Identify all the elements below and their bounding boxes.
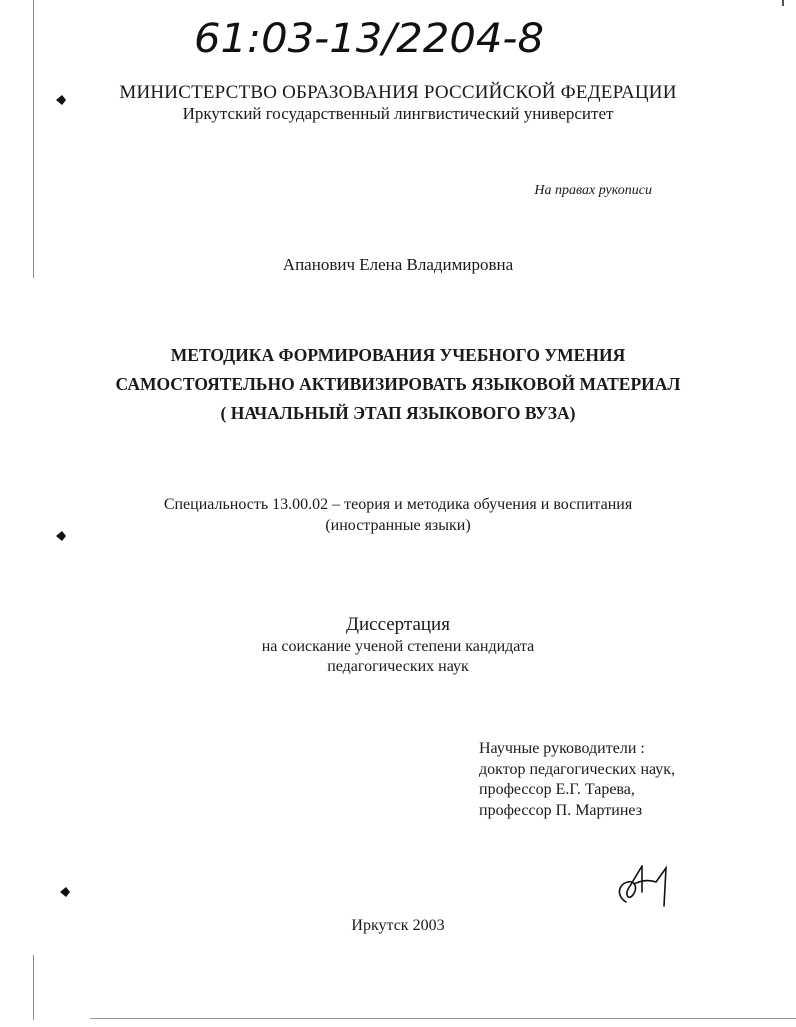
specialty-line: Специальность 13.00.02 – теория и методика обучения и воспитания bbox=[163, 496, 633, 513]
degree-description bbox=[0, 637, 796, 677]
scan-margin-line bbox=[33, 0, 34, 278]
degree-line: педагогических наук bbox=[327, 658, 469, 675]
author-name: Апанович Елена Владимировна bbox=[282, 255, 514, 274]
specialty-line: (иностранные языки) bbox=[325, 517, 471, 534]
rights-note: На правах рукописи bbox=[534, 183, 652, 198]
advisors-heading: Научные руководители : bbox=[479, 740, 645, 757]
advisor-line: доктор педагогических наук, bbox=[479, 760, 676, 778]
dissertation-title bbox=[0, 341, 796, 428]
advisor-line: профессор П. Мартинез bbox=[479, 801, 643, 819]
dissertation-label: Диссертация bbox=[346, 614, 450, 635]
archive-code-text: 61:03-13/2204-8 bbox=[194, 16, 544, 62]
university-name: Иркутский государственный лингвистический университет bbox=[182, 104, 614, 123]
scan-mark bbox=[782, 0, 784, 6]
binding-hole-mark bbox=[60, 884, 70, 894]
title-line: САМОСТОЯТЕЛЬНО АКТИВИЗИРОВАТЬ ЯЗЫКОВОЙ МАТЕРИАЛ bbox=[115, 374, 681, 394]
scan-margin-line bbox=[33, 955, 34, 1020]
specialty bbox=[0, 494, 796, 536]
title-line: МЕТОДИКА ФОРМИРОВАНИЯ УЧЕБНОГО УМЕНИЯ bbox=[170, 345, 626, 365]
advisor-line: профессор Е.Г. Тарева, bbox=[479, 781, 635, 798]
city-year: Иркутск 2003 bbox=[351, 917, 445, 934]
handwritten-signature bbox=[612, 862, 674, 908]
title-line: ( НАЧАЛЬНЫЙ ЭТАП ЯЗЫКОВОГО ВУЗА) bbox=[220, 403, 576, 423]
ministry-name: МИНИСТЕРСТВО ОБРАЗОВАНИЯ РОССИЙСКОЙ ФЕДЕРАЦИИ bbox=[119, 82, 677, 103]
scientific-advisors bbox=[479, 739, 779, 821]
handwritten-archive-code bbox=[190, 10, 550, 62]
degree-line: на соискание ученой степени кандидата bbox=[261, 638, 535, 655]
scan-bottom-line bbox=[90, 1018, 796, 1019]
